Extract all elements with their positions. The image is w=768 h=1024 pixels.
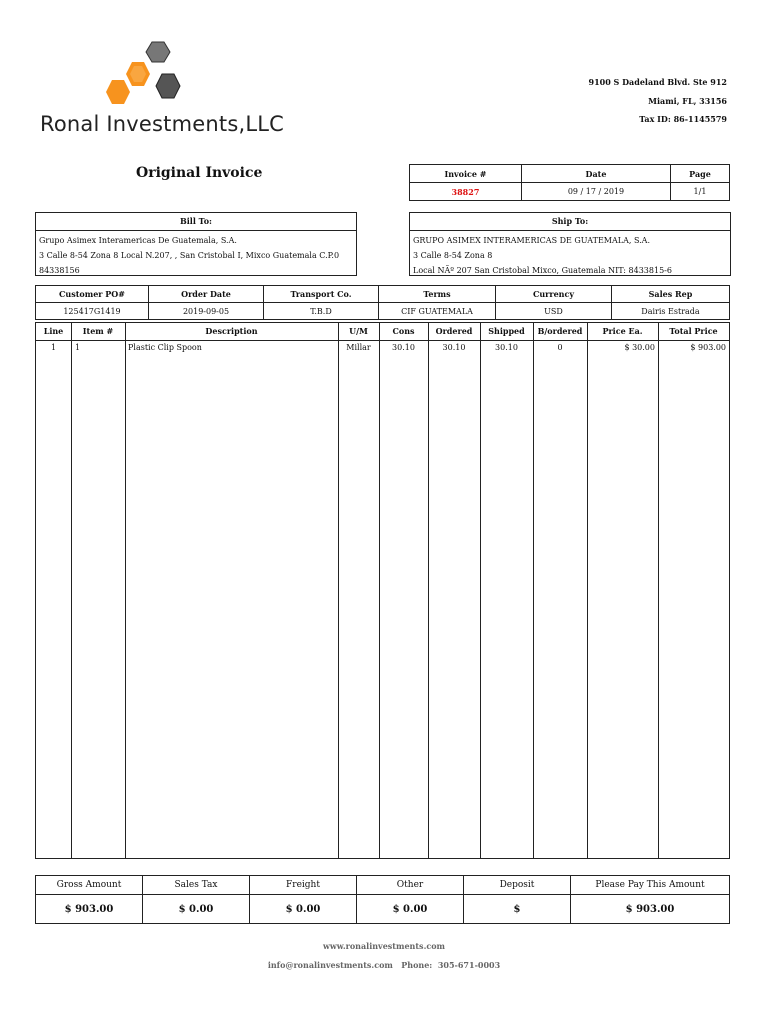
invoice-number: 38827 (410, 183, 522, 201)
customer-po-header: Customer PO# (36, 286, 149, 303)
backordered-cell: 0 (557, 343, 563, 352)
bill-to-line: 3 Calle 8-54 Zona 8 Local N.207, , San Cristobal I, Mixco Guatemala C.P.0 (39, 251, 340, 260)
currency-value: USD (496, 303, 612, 320)
company-tax-id: Tax ID: 86-1145579 (639, 114, 727, 124)
other-header: Other (357, 876, 464, 895)
footer-email[interactable]: info@ronalinvestments.com (267, 960, 393, 970)
terms-value: CIF GUATEMALA (379, 303, 496, 320)
amount-due-value: $ 903.00 (571, 895, 730, 924)
um-cell: Millar (346, 343, 371, 352)
transport-header: Transport Co. (264, 286, 379, 303)
um-header: U/M (349, 326, 368, 336)
order-date-value: 2019-09-05 (149, 303, 264, 320)
totals-table (35, 875, 730, 924)
deposit-value: $ (464, 895, 571, 924)
bill-to-box (35, 212, 357, 276)
sales-rep-header: Sales Rep (612, 286, 730, 303)
footer-phone-label: Phone: (401, 960, 433, 970)
terms-header: Terms (379, 286, 496, 303)
ordered-cell: 30.10 (442, 343, 466, 352)
page-number: 1/1 (670, 183, 729, 201)
total-price-cell: $ 903.00 (690, 343, 726, 352)
bill-to-label: Bill To: (36, 213, 356, 231)
customer-po-value: 125417G1419 (36, 303, 149, 320)
gross-amount-header: Gross Amount (36, 876, 143, 895)
invoice-date: 09 / 17 / 2019 (521, 183, 670, 201)
transport-value: T.B.D (264, 303, 379, 320)
shipped-header: Shipped (488, 326, 525, 336)
date-header: Date (521, 165, 670, 183)
sales-tax-header: Sales Tax (143, 876, 250, 895)
footer-phone: 305-671-0003 (437, 960, 501, 970)
bill-to-line: Grupo Asimex Interamericas De Guatemala, S.A. (39, 236, 237, 245)
price-each-cell: $ 30.00 (624, 343, 655, 352)
company-logo-name: Ronal Investments,LLC (40, 112, 285, 136)
total-price-header: Total Price (669, 326, 718, 336)
invoice-meta-table (409, 164, 730, 201)
currency-header: Currency (496, 286, 612, 303)
line-items-table (35, 322, 730, 859)
page-title: Original Invoice (136, 165, 263, 181)
ship-to-box (409, 212, 731, 276)
ship-to-line: Local NÃº 207 San Cristobal Mixco, Guatemala NIT: 8433815-6 (413, 266, 672, 275)
deposit-header: Deposit (464, 876, 571, 895)
amount-due-header: Please Pay This Amount (571, 876, 730, 895)
page-header: Page (670, 165, 729, 183)
item-number-cell: 1 (75, 343, 81, 352)
item-number-header: Item # (82, 326, 114, 336)
description-cell: Plastic Clip Spoon (128, 343, 202, 352)
order-info-table (35, 285, 730, 320)
gross-amount-value: $ 903.00 (36, 895, 143, 924)
sales-tax-value: $ 0.00 (143, 895, 250, 924)
ordered-header: Ordered (435, 326, 473, 336)
shipped-cell: 30.10 (495, 343, 518, 352)
line-cell: 1 (50, 343, 57, 352)
ship-to-line: GRUPO ASIMEX INTERAMERICAS DE GUATEMALA, S.A. (413, 236, 651, 245)
cons-header: Cons (392, 326, 415, 336)
freight-value: $ 0.00 (250, 895, 357, 924)
sales-rep-value: Dairis Estrada (612, 303, 730, 320)
description-header: Description (205, 326, 258, 336)
bill-to-line: 84338156 (39, 266, 80, 275)
ship-to-label: Ship To: (410, 213, 730, 231)
cons-cell: 30.10 (392, 343, 415, 352)
ship-to-line: 3 Calle 8-54 Zona 8 (413, 251, 493, 260)
footer-contact (0, 960, 768, 970)
backordered-header: B/ordered (537, 326, 583, 336)
line-header: Line (43, 326, 64, 336)
company-address-line2: Miami, FL, 33156 (648, 96, 727, 106)
invoice-number-header: Invoice # (410, 165, 522, 183)
order-date-header: Order Date (149, 286, 264, 303)
footer-website[interactable]: www.ronalinvestments.com (322, 941, 446, 951)
company-logo (104, 40, 186, 114)
price-each-header: Price Ea. (602, 326, 643, 336)
other-value: $ 0.00 (357, 895, 464, 924)
company-address-line1: 9100 S Dadeland Blvd. Ste 912 (588, 77, 727, 87)
freight-header: Freight (250, 876, 357, 895)
